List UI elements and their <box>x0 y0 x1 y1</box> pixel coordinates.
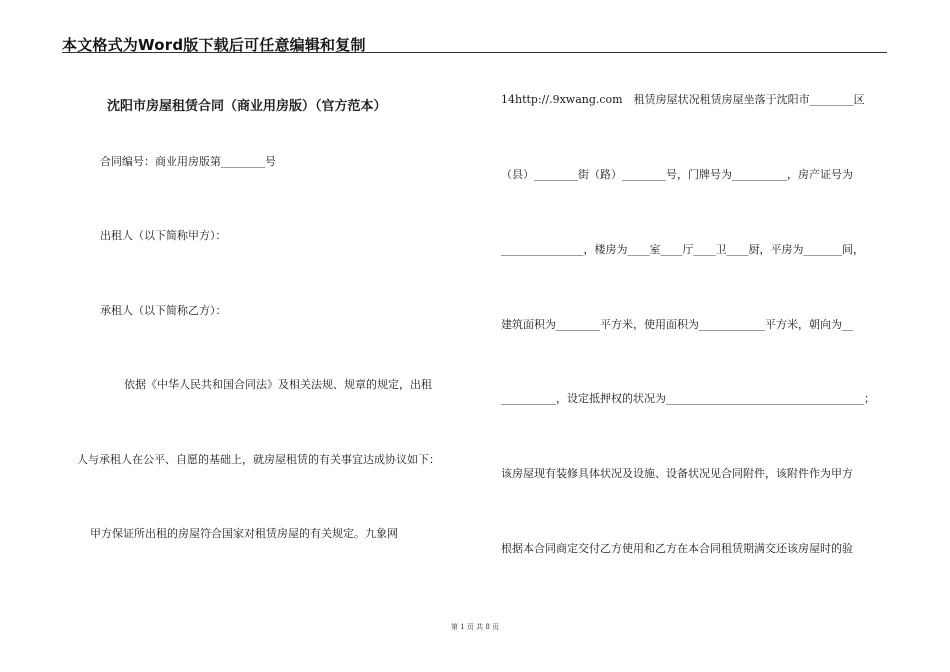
right-column <box>475 0 950 672</box>
paragraph-line: 甲方保证所出租的房屋符合国家对租赁房屋的有关规定。九象网 <box>90 527 398 540</box>
contract-title: 沈阳市房屋租赁合同（商业用房版）（官方范本） <box>107 99 387 114</box>
paragraph-line: 根据本合同商定交付乙方使用和乙方在本合同租赁期满交还该房屋时的验 <box>501 542 853 555</box>
page-number-footer: 第 1 页 共 8 页 <box>450 623 500 631</box>
paragraph-line: 人与承租人在公平、自愿的基础上，就房屋租赁的有关事宜达成协议如下： <box>77 453 440 466</box>
paragraph-line: 14http://.9xwang.com 租赁房屋状况租赁房屋坐落于沈阳市________区 <box>501 93 865 106</box>
paragraph-line: 依据《中华人民共和国合同法》及相关法规、规章的规定，出租 <box>124 378 432 391</box>
contract-number-line: 合同编号：商业用房版第________号 <box>100 155 276 168</box>
paragraph-line: 该房屋现有装修具体状况及设施、设备状况见合同附件，该附件作为甲方 <box>501 467 853 480</box>
paragraph-line: （县）________街（路）________号，门牌号为__________，房产证号为 <box>501 168 853 181</box>
lessee-line: 承租人（以下简称乙方）： <box>100 304 227 317</box>
paragraph-line: __________，设定抵押权的状况为____________________________________； <box>501 392 875 405</box>
document-header-banner: 本文格式为Word版下载后可任意编辑和复制 <box>62 36 366 54</box>
lessor-line: 出租人（以下简称甲方）： <box>100 229 227 242</box>
paragraph-line: _______________，楼房为____室____厅____卫____厨，平房为_______间， <box>501 243 864 256</box>
paragraph-line: 建筑面积为________平方米，使用面积为____________平方米，朝向为__ <box>501 318 853 331</box>
